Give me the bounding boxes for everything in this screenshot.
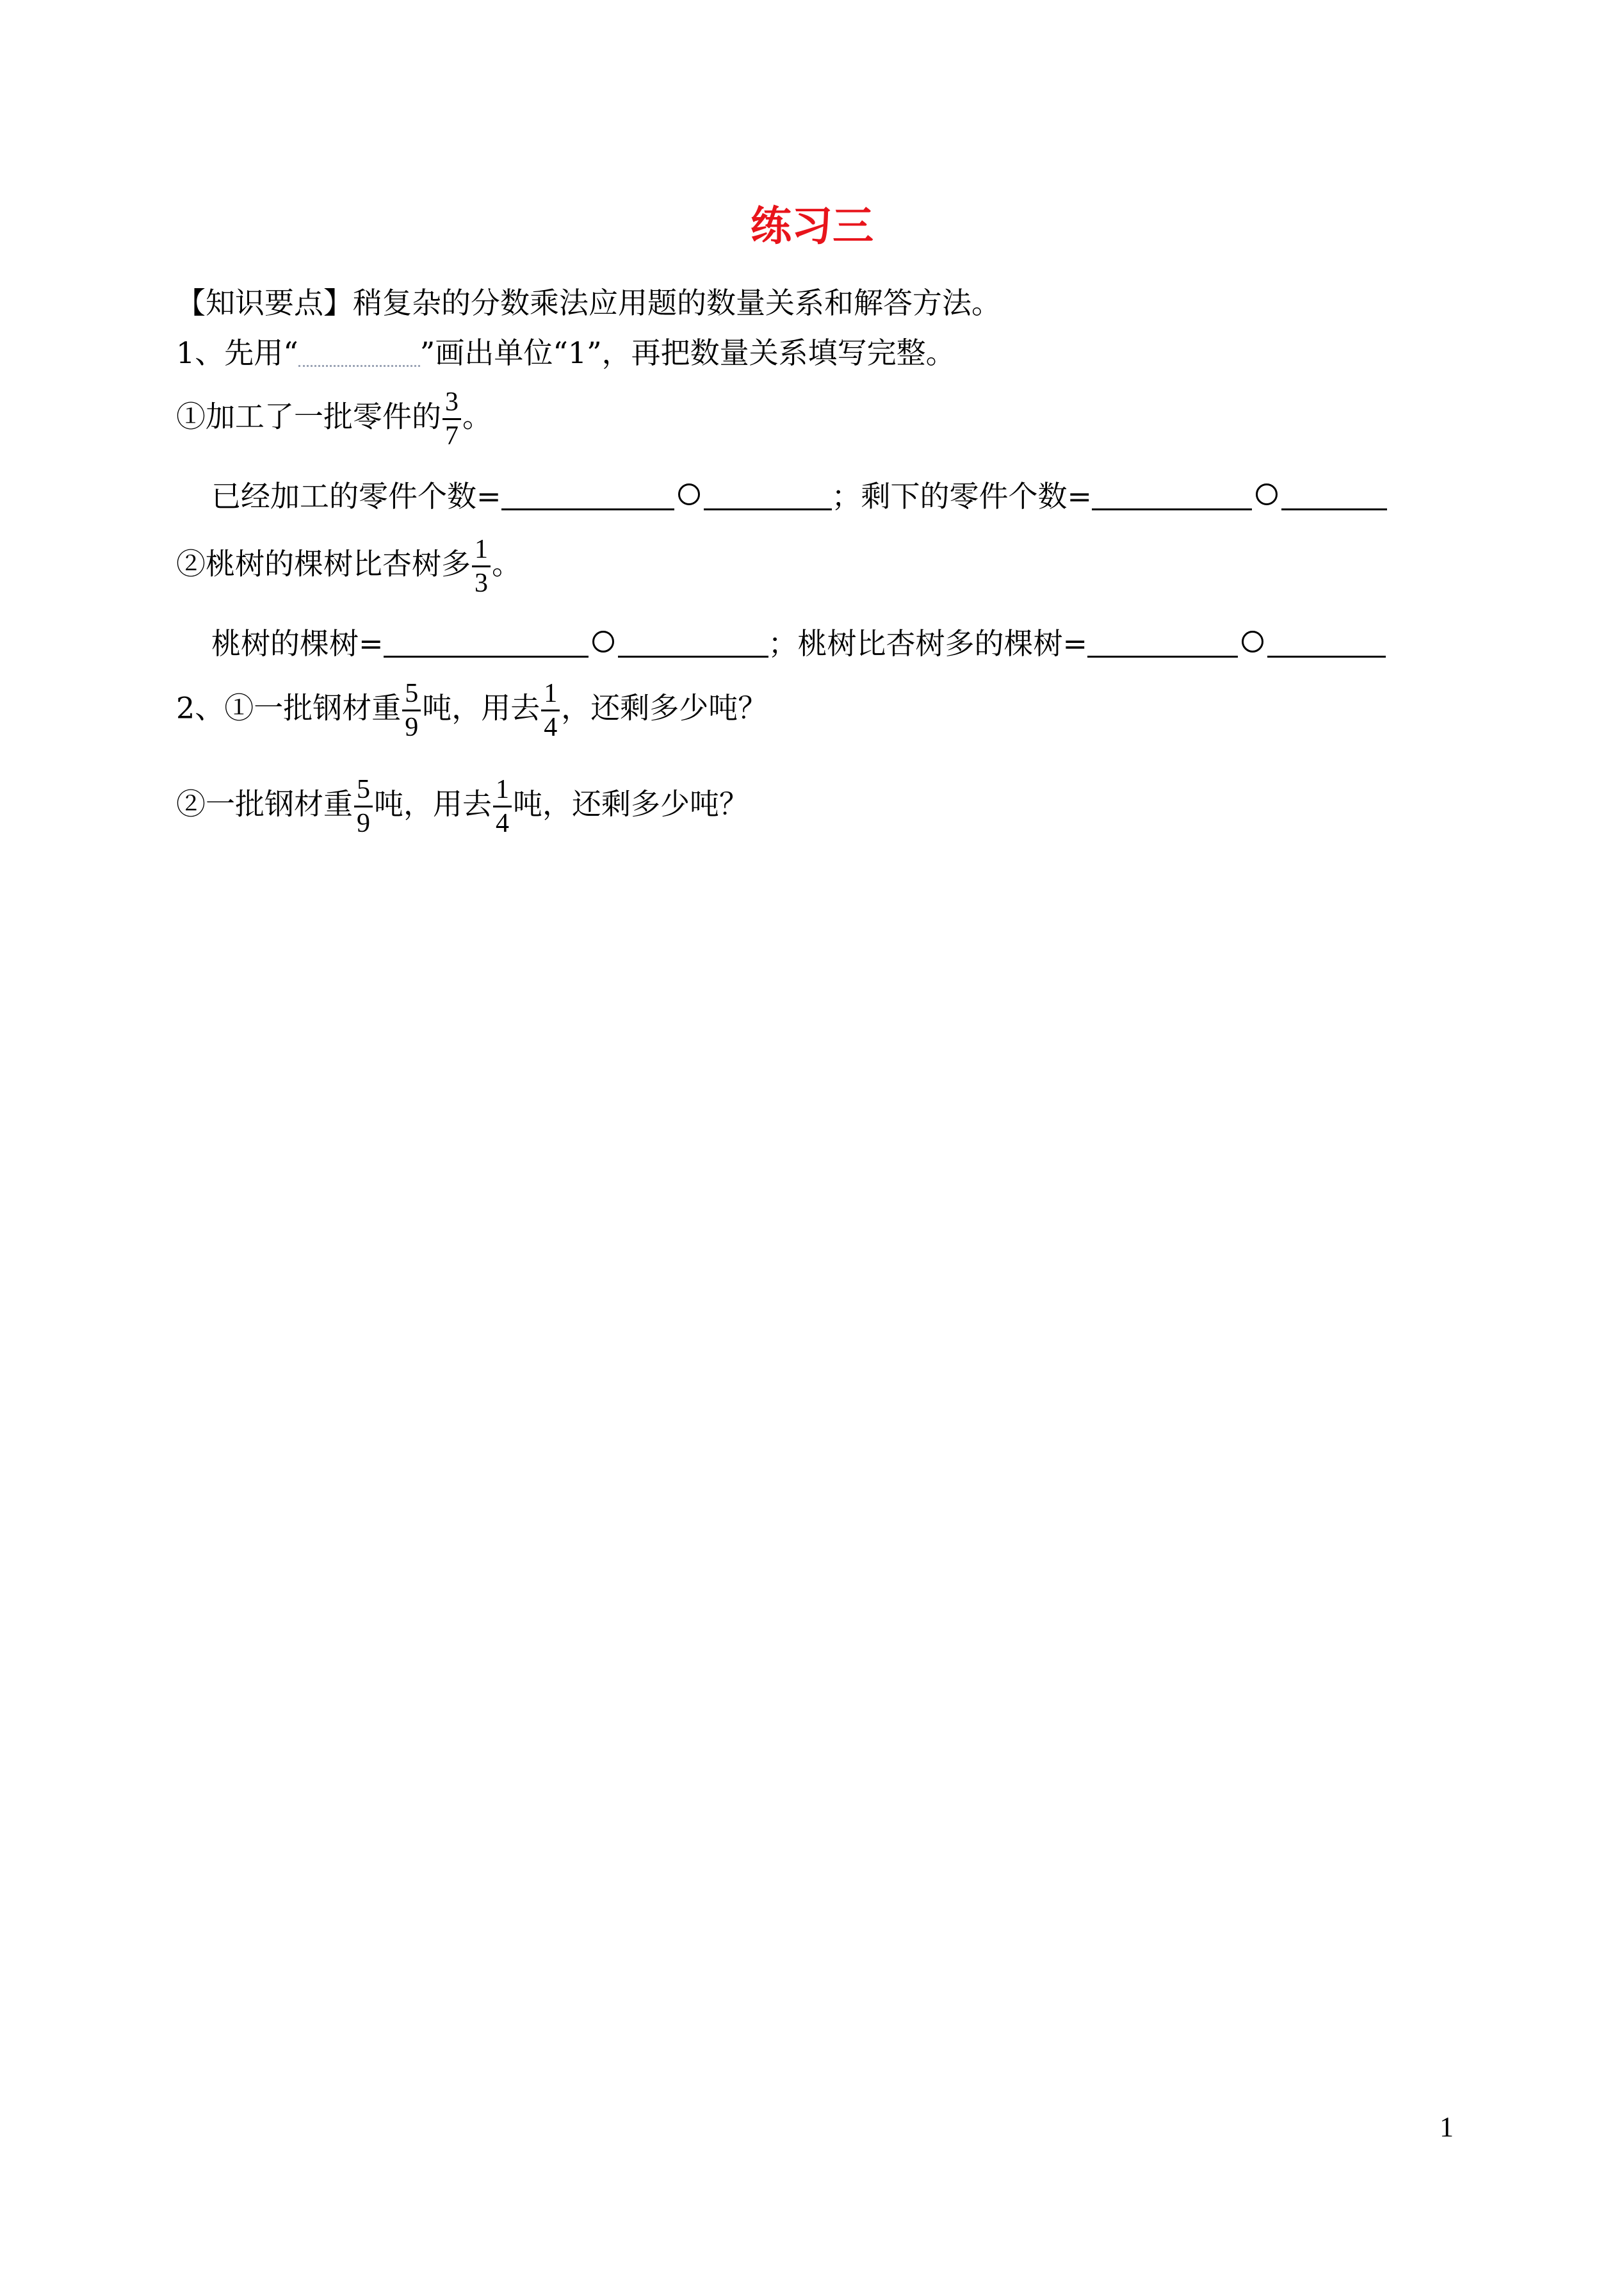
fraction-denominator: 4 (544, 713, 558, 743)
q2-item-2-text-c: 吨，还剩多少吨？ (513, 786, 749, 822)
item-2-end: 。 (492, 546, 521, 581)
fraction-bar (472, 565, 491, 567)
question-1-item-2 (176, 535, 521, 598)
fraction-1-4 (541, 679, 560, 742)
fraction-bar (541, 710, 560, 711)
fraction-1-3 (472, 535, 491, 598)
fraction-3-7 (443, 387, 461, 451)
question-1-suffix: ”画出单位“1”，再把数量关系填写完整。 (419, 336, 955, 370)
q2-item-2-text-a: ②一批钢材重 (176, 786, 353, 822)
fraction-denominator: 9 (405, 713, 419, 743)
fraction-1-4 (493, 775, 512, 838)
fraction-numerator: 5 (405, 679, 419, 708)
answer-blank[interactable] (501, 483, 674, 510)
question-2-item-1 (176, 679, 767, 742)
fraction-denominator: 4 (496, 809, 509, 839)
operator-circle[interactable] (592, 631, 614, 653)
fraction-5-9 (354, 775, 373, 838)
answer-blank[interactable] (618, 630, 768, 658)
answer-blank[interactable] (384, 630, 589, 658)
question-1-item-1 (176, 387, 492, 451)
knowledge-points: 【知识要点】稍复杂的分数乘法应用题的数量关系和解答方法。 (176, 286, 1001, 320)
fraction-numerator: 1 (496, 775, 509, 804)
question-1-instruction (176, 338, 955, 368)
operator-circle[interactable] (1256, 483, 1278, 505)
peach-more-label: ；桃树比杏树多的棵树= (768, 626, 1088, 661)
fraction-bar (443, 418, 461, 420)
q2-item-2-text-b: 吨，用去 (374, 786, 492, 822)
operator-circle[interactable] (1242, 631, 1263, 653)
fraction-numerator: 1 (475, 535, 488, 564)
page-number: 1 (1440, 2111, 1454, 2143)
answer-blank[interactable] (1092, 483, 1252, 510)
fraction-bar (402, 710, 421, 711)
fraction-numerator: 5 (357, 775, 370, 804)
fraction-numerator: 3 (445, 387, 459, 417)
question-1-prefix: 1、先用“ (176, 336, 298, 370)
question-1-item-1-relation (211, 479, 1387, 514)
item-1-text: ①加工了一批零件的 (176, 399, 441, 434)
fraction-denominator: 7 (445, 421, 459, 451)
processed-parts-label: 已经加工的零件个数= (211, 479, 501, 514)
q2-item-1-text-b: 吨，用去 (422, 690, 540, 726)
peach-trees-label: 桃树的棵树= (211, 626, 384, 661)
fraction-numerator: 1 (544, 679, 558, 708)
question-2-item-2 (176, 775, 749, 838)
item-1-end: 。 (462, 399, 492, 434)
item-2-text: ②桃树的棵树比杏树多 (176, 546, 471, 581)
answer-blank[interactable] (1267, 630, 1386, 658)
answer-blank[interactable] (704, 483, 832, 510)
answer-blank[interactable] (1087, 630, 1238, 658)
fraction-denominator: 3 (475, 569, 488, 599)
fraction-bar (354, 806, 373, 807)
operator-circle[interactable] (678, 483, 700, 505)
remaining-parts-label: ；剩下的零件个数= (831, 479, 1092, 514)
fraction-5-9 (402, 679, 421, 742)
fraction-denominator: 9 (357, 809, 370, 839)
q2-item-1-text-a: 2、①一批钢材重 (176, 690, 402, 726)
question-1-item-2-relation (211, 626, 1386, 661)
q2-item-1-text-c: ，还剩多少吨？ (561, 690, 768, 726)
answer-blank[interactable] (1281, 483, 1387, 510)
wavy-underline-sample (298, 339, 420, 367)
fraction-bar (493, 806, 512, 807)
page-title: 练习三 (751, 202, 873, 250)
